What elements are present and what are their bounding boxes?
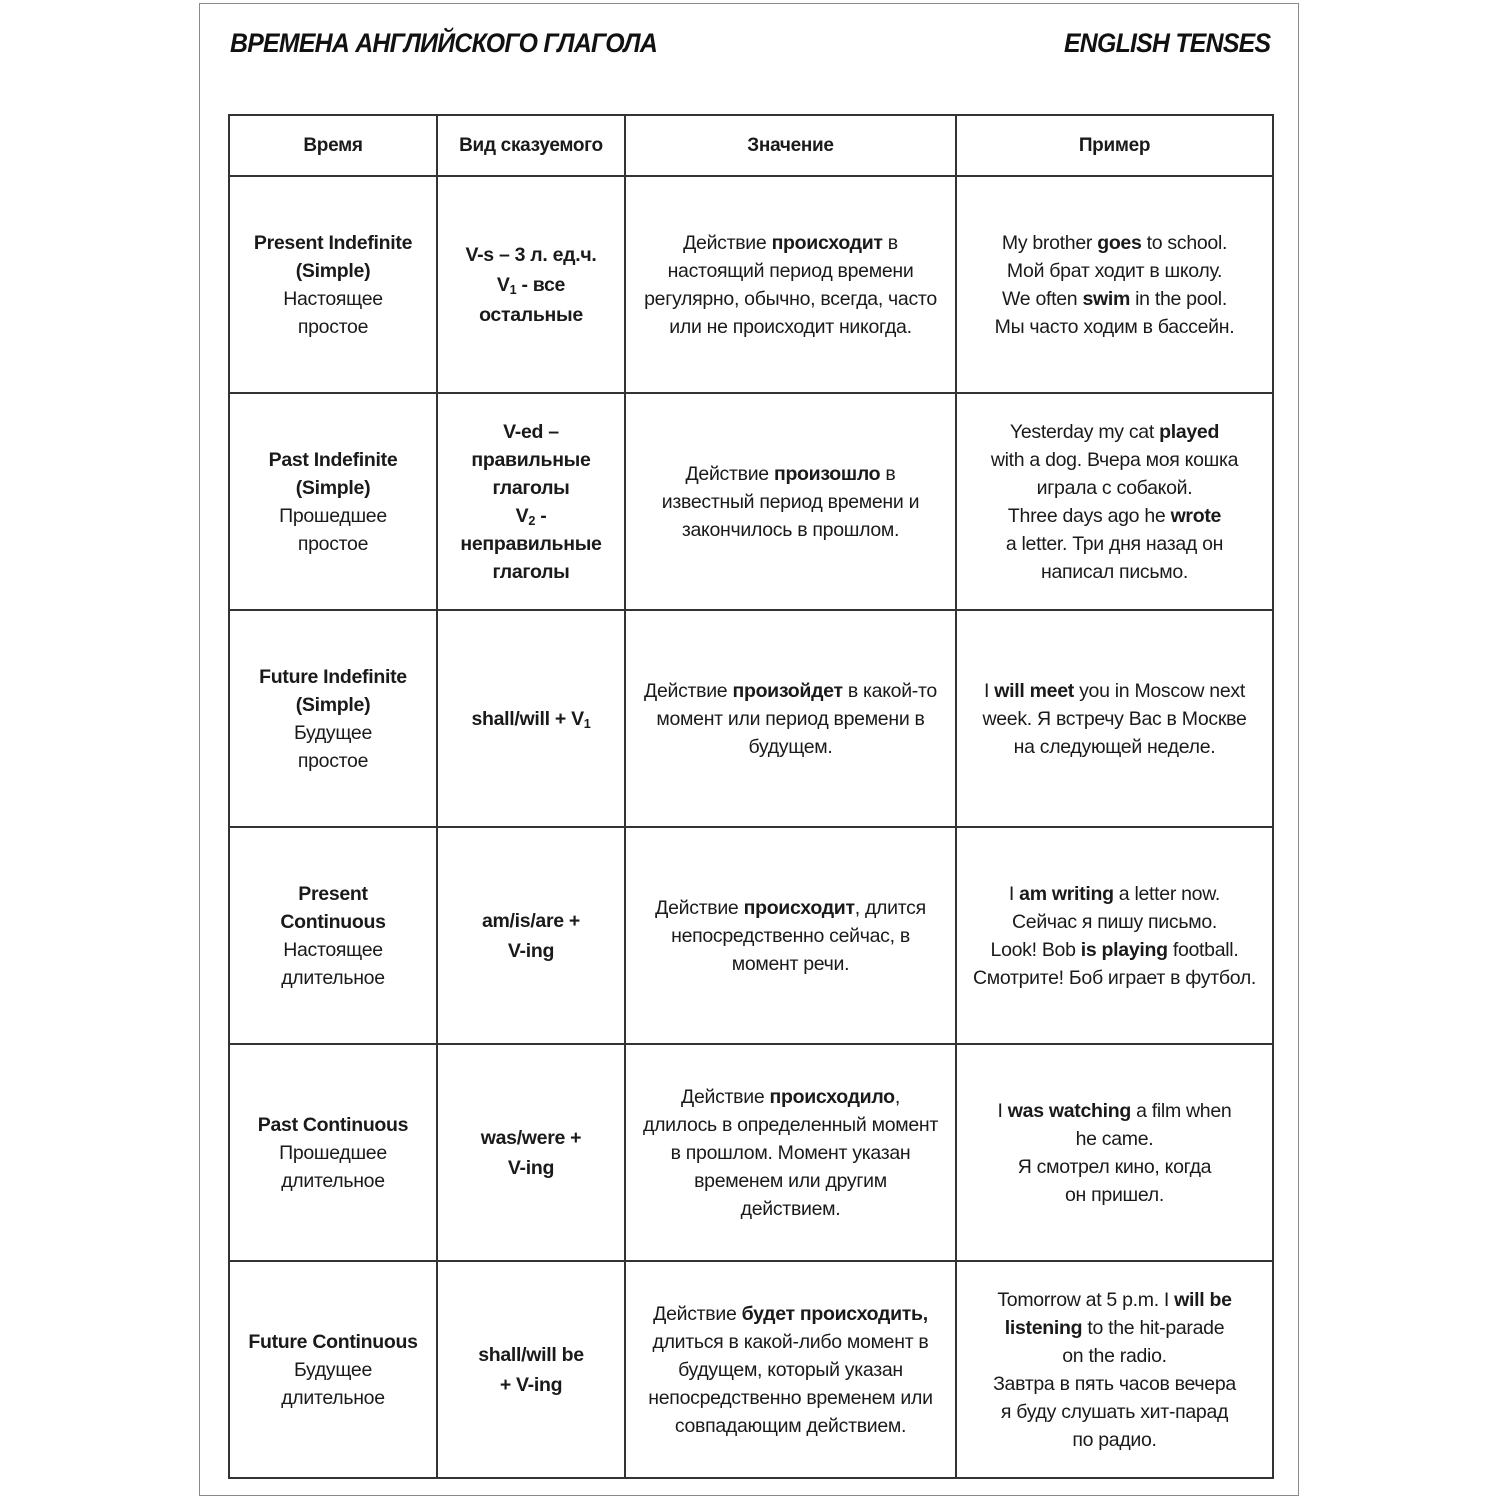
example-verb-form: am writing <box>1019 882 1114 905</box>
meaning-key-verb: происходило <box>769 1085 895 1108</box>
example-text: Завтра в пять часов вечера <box>993 1372 1236 1395</box>
example-line <box>963 964 1266 992</box>
form-text: am/is/are + <box>481 909 581 932</box>
table-header-row <box>229 115 1273 176</box>
meaning-key-verb: произойдет <box>732 679 843 702</box>
example-text-after: football. <box>1167 938 1239 961</box>
example-line <box>963 229 1266 257</box>
predicate-form-cell <box>437 393 625 610</box>
tense-russian-name: длительное <box>281 1386 385 1409</box>
example-text: на следующей неделе. <box>1013 735 1216 758</box>
meaning-text-before: Действие <box>681 1085 770 1108</box>
example-verb-form: goes <box>1097 231 1142 254</box>
example-text: I <box>984 679 995 702</box>
example-verb-form: will be <box>1174 1288 1232 1311</box>
form-line <box>444 240 618 270</box>
example-line <box>963 1153 1266 1181</box>
example-text-after: in the pool. <box>1130 287 1227 310</box>
example-line <box>963 285 1266 313</box>
example-line <box>963 1342 1266 1370</box>
form-line <box>444 418 618 446</box>
form-text: глаголы <box>492 560 570 583</box>
meaning-text-before: Действие <box>644 679 733 702</box>
tense-russian-name: Прошедшее <box>279 504 387 527</box>
form-text-after: - все <box>516 273 566 296</box>
meaning-text-after: в настоящий период времени регулярно, обычно, всегда, часто или не происходит никогда. <box>644 231 937 338</box>
example-cell <box>956 610 1273 827</box>
form-line <box>444 906 618 936</box>
tense-english-name: Continuous <box>280 910 386 933</box>
example-line <box>963 418 1266 446</box>
table-row <box>229 827 1273 1044</box>
form-text: V <box>496 273 510 296</box>
form-line <box>444 502 618 530</box>
form-line <box>444 558 618 586</box>
example-line <box>963 313 1266 341</box>
tense-russian-name: Будущее <box>293 721 372 744</box>
meaning-text-before: Действие <box>685 462 774 485</box>
table-row <box>229 1261 1273 1478</box>
form-text: V-ing <box>507 1156 555 1179</box>
tense-english-name: Past Continuous <box>257 1113 409 1136</box>
table-row <box>229 176 1273 393</box>
example-text: Look! Bob <box>990 938 1081 961</box>
example-verb-form: wrote <box>1170 504 1222 527</box>
tense-english-name: (Simple) <box>295 693 371 716</box>
form-line <box>444 704 618 734</box>
meaning-text-after: , длилось в определенный момент в прошлом. Момент указан временем или другим действием. <box>642 1085 939 1220</box>
predicate-form-cell <box>437 610 625 827</box>
example-line <box>963 733 1266 761</box>
table-row <box>229 610 1273 827</box>
example-text: по радио. <box>1072 1428 1157 1451</box>
tense-english-name: Future Continuous <box>248 1330 418 1353</box>
example-verb-form: is playing <box>1080 938 1168 961</box>
meaning-cell <box>625 1261 956 1478</box>
example-text: я буду слушать хит-парад <box>1000 1400 1229 1423</box>
meaning-cell <box>625 610 956 827</box>
meaning-text-before: Действие <box>683 231 772 254</box>
title-russian: ВРЕМЕНА АНГЛИЙСКОГО ГЛАГОЛА <box>230 28 658 58</box>
form-text: остальные <box>479 303 583 326</box>
meaning-text-before: Действие <box>655 896 744 919</box>
form-line <box>444 530 618 558</box>
example-cell <box>956 1261 1273 1478</box>
tenses-table <box>228 114 1274 1479</box>
example-verb-form: swim <box>1082 287 1131 310</box>
form-text: V-s – 3 л. ед.ч. <box>465 243 597 266</box>
tense-english-name: (Simple) <box>295 259 371 282</box>
tense-name-cell <box>229 1261 437 1478</box>
example-text: I <box>1008 882 1020 905</box>
tense-name-cell <box>229 1044 437 1261</box>
meaning-text <box>632 677 949 761</box>
example-line <box>963 936 1266 964</box>
example-text: I <box>997 1099 1008 1122</box>
meaning-text <box>632 1300 949 1440</box>
predicate-form-cell <box>437 1044 625 1261</box>
form-line <box>444 300 618 330</box>
tense-russian-name: простое <box>297 532 369 555</box>
meaning-text-after: , длится непосредственно сейчас, в момент речи. <box>671 896 926 975</box>
example-line <box>963 1398 1266 1426</box>
example-text-after: to school. <box>1141 231 1228 254</box>
example-cell <box>956 176 1273 393</box>
tense-russian-name: Настоящее <box>283 938 383 961</box>
example-text-after: a letter now. <box>1113 882 1221 905</box>
example-verb-form: played <box>1159 420 1220 443</box>
tense-russian-name: Прошедшее <box>279 1141 387 1164</box>
tense-english-name: Future Indefinite <box>259 665 407 688</box>
example-line <box>963 1097 1266 1125</box>
example-line <box>963 1314 1266 1342</box>
meaning-key-verb: происходит <box>771 231 883 254</box>
example-text: a letter. Три дня назад он <box>1005 532 1224 555</box>
example-line <box>963 1286 1266 1314</box>
example-line <box>963 908 1266 936</box>
form-line <box>444 270 618 300</box>
meaning-key-verb: произошло <box>773 462 881 485</box>
form-text: правильные <box>471 448 591 471</box>
meaning-text-before: Действие <box>653 1302 742 1325</box>
form-line <box>444 936 618 966</box>
form-text-after: - <box>535 504 547 527</box>
table-row <box>229 393 1273 610</box>
example-text: Мы часто ходим в бассейн. <box>994 315 1235 338</box>
example-verb-form: listening <box>1004 1316 1083 1339</box>
form-subscript: 1 <box>583 716 591 731</box>
tense-name-cell <box>229 393 437 610</box>
form-line <box>444 446 618 474</box>
form-line <box>444 1370 618 1400</box>
meaning-text <box>632 894 949 978</box>
meaning-cell <box>625 176 956 393</box>
title-english: ENGLISH TENSES <box>1063 28 1270 58</box>
form-text: V-ed – <box>503 420 559 443</box>
example-text: My brother <box>1001 231 1098 254</box>
tense-name-cell <box>229 827 437 1044</box>
meaning-key-verb: происходит <box>743 896 855 919</box>
example-line <box>963 705 1266 733</box>
tense-name-cell <box>229 176 437 393</box>
example-text: Three days ago he <box>1007 504 1171 527</box>
tense-english-name: Present Indefinite <box>253 231 413 254</box>
example-text: with a dog. Вчера моя кошка <box>990 448 1239 471</box>
meaning-text <box>632 460 949 544</box>
tense-russian-name: длительное <box>281 1169 385 1192</box>
meaning-text-after: длиться в какой-либо момент в будущем, который указан непосредственно временем или совпадающим действием. <box>648 1330 933 1437</box>
example-text: he came. <box>1075 1127 1154 1150</box>
tense-russian-name: Будущее <box>293 1358 372 1381</box>
example-text: Yesterday my cat <box>1009 420 1160 443</box>
example-text: Мой брат ходит в школу. <box>1006 259 1223 282</box>
example-text: играла с собакой. <box>1036 476 1193 499</box>
example-line <box>963 257 1266 285</box>
meaning-key-verb: будет происходить, <box>741 1302 928 1325</box>
example-verb-form: will meet <box>994 679 1074 702</box>
form-text: + V-ing <box>499 1373 563 1396</box>
form-subscript: 2 <box>528 513 536 528</box>
example-text: он пришел. <box>1065 1183 1164 1206</box>
form-text: shall/will + V <box>471 707 584 730</box>
example-text: Tomorrow at 5 p.m. I <box>997 1288 1175 1311</box>
predicate-form-cell <box>437 176 625 393</box>
form-text: V <box>515 504 529 527</box>
column-header-predicate-form: Вид сказуемого <box>437 115 625 176</box>
example-line <box>963 530 1266 558</box>
meaning-cell <box>625 393 956 610</box>
form-text: was/were + <box>480 1126 582 1149</box>
meaning-text <box>632 1083 949 1223</box>
example-line <box>963 474 1266 502</box>
predicate-form-cell <box>437 827 625 1044</box>
form-text: глаголы <box>492 476 570 499</box>
example-cell <box>956 393 1273 610</box>
example-text: написал письмо. <box>1041 560 1188 583</box>
example-text: Сейчас я пишу письмо. <box>1012 910 1217 933</box>
tense-name-cell <box>229 610 437 827</box>
predicate-form-cell <box>437 1261 625 1478</box>
meaning-cell <box>625 827 956 1044</box>
example-text: week. Я встречу Вас в Москве <box>982 707 1247 730</box>
example-line <box>963 1370 1266 1398</box>
form-text: shall/will be <box>478 1343 584 1366</box>
form-line <box>444 474 618 502</box>
example-line <box>963 1426 1266 1454</box>
tense-english-name: (Simple) <box>295 476 371 499</box>
example-text: on the radio. <box>1062 1344 1167 1367</box>
meaning-text-after: в известный период времени и закончилось в прошлом. <box>661 462 920 541</box>
form-line <box>444 1123 618 1153</box>
example-text: Я смотрел кино, когда <box>1017 1155 1212 1178</box>
example-line <box>963 880 1266 908</box>
tense-russian-name: простое <box>297 315 369 338</box>
example-cell <box>956 827 1273 1044</box>
column-header-meaning: Значение <box>625 115 956 176</box>
meaning-cell <box>625 1044 956 1261</box>
example-line <box>963 677 1266 705</box>
example-line <box>963 502 1266 530</box>
column-header-example: Пример <box>956 115 1273 176</box>
example-line <box>963 446 1266 474</box>
tense-english-name: Present <box>298 882 368 905</box>
example-line <box>963 1125 1266 1153</box>
tense-russian-name: Настоящее <box>283 287 383 310</box>
example-line <box>963 558 1266 586</box>
meaning-text <box>632 229 949 341</box>
form-line <box>444 1340 618 1370</box>
tense-russian-name: простое <box>297 749 369 772</box>
example-text: We often <box>1002 287 1083 310</box>
form-line <box>444 1153 618 1183</box>
meaning-text-after: в какой-то момент или период времени в будущем. <box>656 679 937 758</box>
form-text: неправильные <box>460 532 602 555</box>
example-cell <box>956 1044 1273 1261</box>
form-text: V-ing <box>507 939 555 962</box>
example-text-after: you in Moscow next <box>1073 679 1245 702</box>
example-text-after: a film when <box>1130 1099 1232 1122</box>
example-text: Смотрите! Боб играет в футбол. <box>972 966 1257 989</box>
column-header-tense: Время <box>229 115 437 176</box>
example-verb-form: was watching <box>1007 1099 1131 1122</box>
form-subscript: 1 <box>509 282 517 297</box>
example-line <box>963 1181 1266 1209</box>
tense-english-name: Past Indefinite <box>268 448 398 471</box>
example-text-after: to the hit-parade <box>1082 1316 1225 1339</box>
tense-russian-name: длительное <box>281 966 385 989</box>
table-row <box>229 1044 1273 1261</box>
